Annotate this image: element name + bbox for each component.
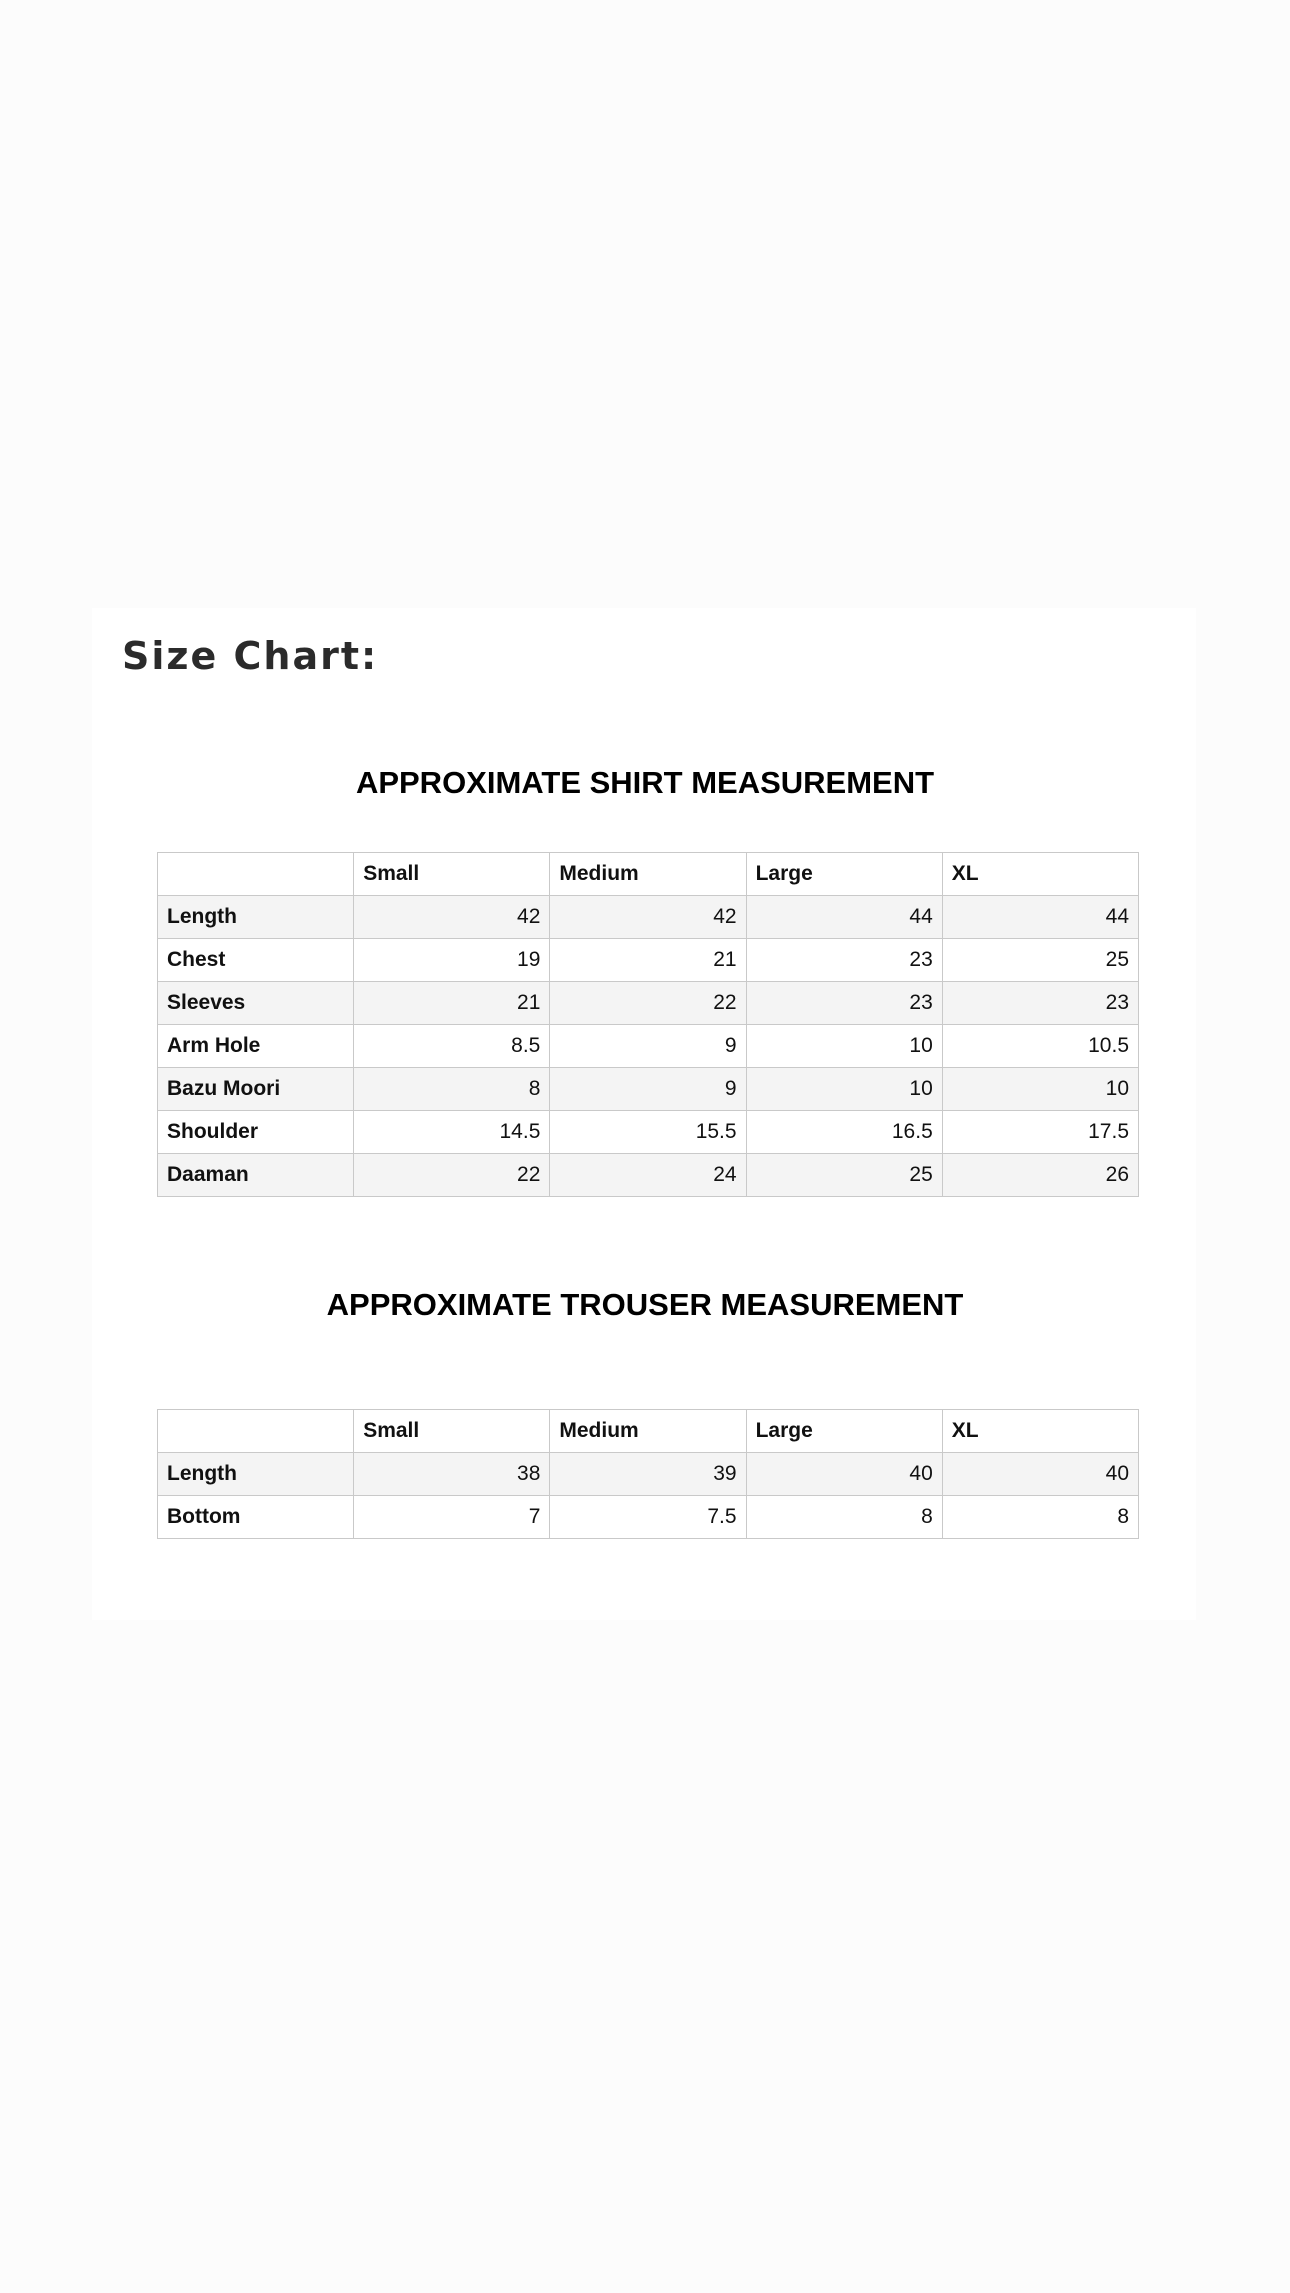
table-row [158,1496,1139,1539]
cell-value: 19 [354,939,550,982]
cell-value: 40 [746,1453,942,1496]
cell-value: 9 [550,1025,746,1068]
size-chart-heading: Size Chart: [122,634,379,678]
header-cell-empty [158,853,354,896]
cell-value: 23 [746,939,942,982]
cell-value: 9 [550,1068,746,1111]
row-label: Sleeves [158,982,354,1025]
cell-value: 16.5 [746,1111,942,1154]
cell-value: 7.5 [550,1496,746,1539]
table-row [158,1111,1139,1154]
row-label: Length [158,1453,354,1496]
cell-value: 23 [746,982,942,1025]
cell-value: 24 [550,1154,746,1197]
header-cell-xl: XL [942,1410,1138,1453]
header-cell-xl: XL [942,853,1138,896]
cell-value: 8 [746,1496,942,1539]
cell-value: 22 [354,1154,550,1197]
cell-value: 21 [550,939,746,982]
cell-value: 15.5 [550,1111,746,1154]
cell-value: 25 [746,1154,942,1197]
table-row [158,1453,1139,1496]
header-cell-small: Small [354,1410,550,1453]
shirt-measurement-table [157,852,1139,1197]
header-cell-large: Large [746,853,942,896]
table-row [158,896,1139,939]
header-cell-small: Small [354,853,550,896]
cell-value: 21 [354,982,550,1025]
cell-value: 44 [942,896,1138,939]
row-label: Arm Hole [158,1025,354,1068]
cell-value: 17.5 [942,1111,1138,1154]
cell-value: 26 [942,1154,1138,1197]
cell-value: 8 [942,1496,1138,1539]
header-cell-large: Large [746,1410,942,1453]
table-header-row [158,853,1139,896]
cell-value: 8.5 [354,1025,550,1068]
row-label: Shoulder [158,1111,354,1154]
table-row [158,982,1139,1025]
row-label: Length [158,896,354,939]
table-row [158,1154,1139,1197]
row-label: Daaman [158,1154,354,1197]
header-cell-medium: Medium [550,853,746,896]
cell-value: 25 [942,939,1138,982]
cell-value: 23 [942,982,1138,1025]
cell-value: 44 [746,896,942,939]
cell-value: 8 [354,1068,550,1111]
cell-value: 39 [550,1453,746,1496]
cell-value: 10 [746,1068,942,1111]
cell-value: 10 [942,1068,1138,1111]
cell-value: 22 [550,982,746,1025]
cell-value: 42 [354,896,550,939]
trouser-measurement-table [157,1409,1139,1539]
cell-value: 14.5 [354,1111,550,1154]
cell-value: 42 [550,896,746,939]
table-row [158,1025,1139,1068]
row-label: Bazu Moori [158,1068,354,1111]
cell-value: 7 [354,1496,550,1539]
cell-value: 10 [746,1025,942,1068]
row-label: Bottom [158,1496,354,1539]
table-row [158,1068,1139,1111]
table-row [158,939,1139,982]
shirt-measurement-title: APPROXIMATE SHIRT MEASUREMENT [355,765,935,800]
cell-value: 40 [942,1453,1138,1496]
header-cell-medium: Medium [550,1410,746,1453]
trouser-measurement-title: APPROXIMATE TROUSER MEASUREMENT [326,1287,964,1322]
cell-value: 10.5 [942,1025,1138,1068]
cell-value: 38 [354,1453,550,1496]
row-label: Chest [158,939,354,982]
table-header-row [158,1410,1139,1453]
header-cell-empty [158,1410,354,1453]
